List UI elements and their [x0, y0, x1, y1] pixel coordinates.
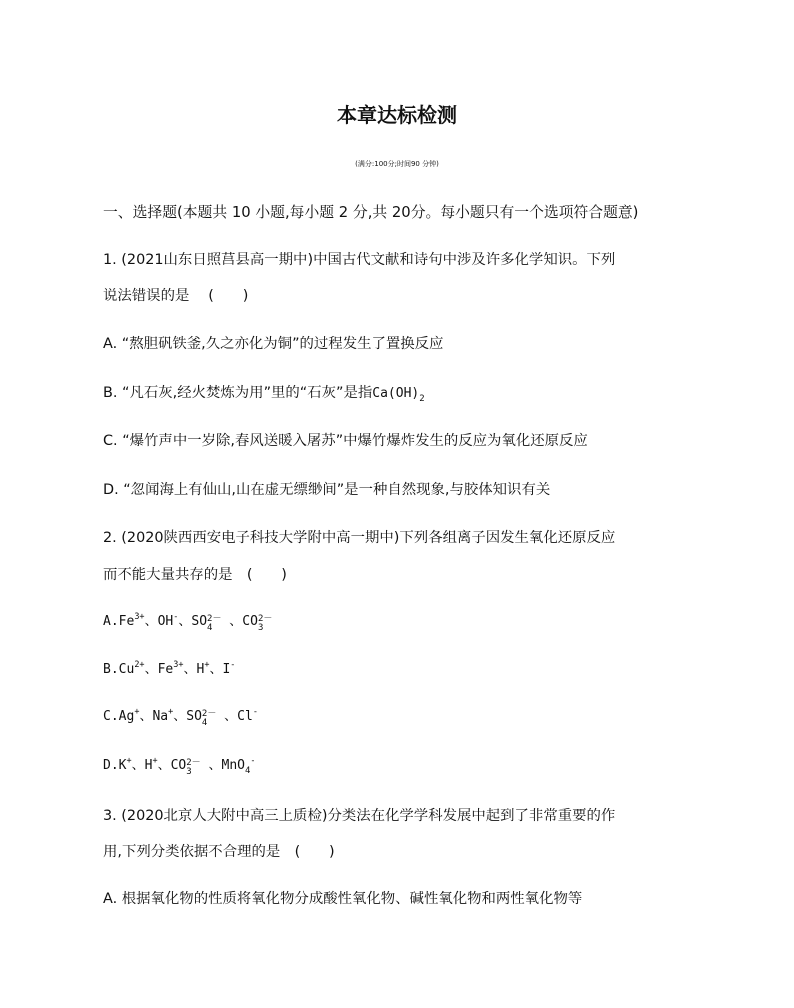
ion-co3: CO: [242, 614, 258, 629]
separator: 、: [157, 758, 171, 773]
question-2-stem-line-2: 而不能大量共存的是 ( ): [103, 567, 287, 583]
ion-charge: +: [204, 660, 210, 670]
question-2-stem-line-1: 2. (2020陕西西安电子科技大学附中高一期中)下列各组离子因发生氧化还原反应: [103, 530, 616, 546]
separator: 、: [209, 662, 223, 677]
ion-cu: Cu: [118, 662, 135, 677]
ion-charge: -: [250, 756, 256, 766]
question-1-option-a: A. “熬胆矾铁釜,久之亦化为铜”的过程发生了置换反应: [103, 336, 444, 352]
ion-i: I: [222, 662, 231, 677]
option-label: A.: [103, 614, 119, 629]
ion-h: H: [196, 662, 205, 677]
question-3-option-a: A. 根据氧化物的性质将氧化物分成酸性氧化物、碱性氧化物和两性氧化物等: [103, 891, 583, 907]
ion-charge: 2－: [207, 614, 222, 624]
ion-ag: Ag: [118, 709, 135, 724]
ion-scripts: [186, 759, 200, 777]
separator: 、: [139, 709, 153, 724]
question-2-option-d: [103, 756, 256, 777]
ion-mno4: MnO: [221, 758, 245, 773]
ion-charge: -: [173, 612, 179, 622]
ion-charge: +: [126, 756, 132, 766]
separator: 、: [200, 758, 222, 773]
option-b-text: B. “凡石灰,经火焚炼为用”里的“石灰”是指: [103, 385, 373, 401]
ion-charge: 2－: [201, 709, 217, 719]
ion-charge: 2+: [134, 660, 145, 670]
ion-fe: Fe: [118, 614, 135, 629]
ion-charge: 2－: [257, 614, 273, 624]
question-2-option-a: [103, 612, 272, 633]
ion-subscript: 3: [257, 623, 264, 633]
ion-co3: CO: [170, 758, 187, 773]
separator: 、: [144, 662, 158, 677]
option-b-subscript: 2: [419, 394, 425, 404]
ion-oh: OH: [157, 614, 174, 629]
ion-charge: 2－: [186, 758, 201, 768]
option-label: D.: [103, 758, 119, 773]
option-label: B.: [103, 662, 119, 677]
separator: 、: [144, 614, 158, 629]
ion-charge: 3+: [173, 660, 184, 670]
section-heading: 一、选择题(本题共 10 小题,每小题 2 分,共 20分。每小题只有一个选项符合题意): [103, 204, 639, 221]
ion-so4: SO: [186, 709, 202, 724]
ion-charge: +: [134, 707, 140, 717]
option-b-formula: Ca(OH): [372, 386, 420, 401]
ion-fe: Fe: [157, 662, 174, 677]
question-1-stem-line-2: 说法错误的是 ( ): [103, 288, 249, 304]
ion-h: H: [144, 758, 153, 773]
ion-charge: 3+: [134, 612, 145, 622]
option-label: C.: [103, 709, 119, 724]
question-2-option-b: [103, 660, 235, 680]
question-3-stem-line-2: 用,下列分类依据不合理的是 ( ): [103, 844, 335, 860]
ion-subscript: 3: [186, 767, 192, 777]
question-1-option-b: [103, 383, 425, 404]
ion-k: K: [118, 758, 127, 773]
score-note: (满分:100分;时间90 分钟): [355, 160, 439, 168]
question-1-option-d: D. “忽闻海上有仙山,山在虚无缥缈间”是一种自然现象,与胶体知识有关: [103, 482, 551, 498]
ion-scripts: [207, 615, 221, 633]
ion-charge: +: [152, 756, 158, 766]
ion-so4: SO: [191, 614, 208, 629]
ion-subscript: 4: [207, 623, 213, 633]
ion-scripts: [258, 615, 272, 633]
question-1-stem-line-1: 1. (2021山东日照莒县高一期中)中国古代文献和诗句中涉及许多化学知识。下列: [103, 252, 616, 268]
ion-charge: -: [252, 707, 258, 717]
separator: 、: [216, 709, 238, 724]
ion-charge: +: [168, 707, 174, 717]
separator: 、: [131, 758, 145, 773]
question-2-option-c: [103, 707, 258, 728]
separator: 、: [183, 662, 197, 677]
ion-charge: -: [230, 660, 236, 670]
separator: 、: [178, 614, 192, 629]
ion-subscript: 4: [244, 766, 251, 776]
ion-scripts: [202, 710, 216, 728]
ion-subscript: 4: [201, 718, 208, 728]
ion-na: Na: [152, 709, 169, 724]
ion-cl: Cl: [237, 709, 253, 724]
question-3-stem-line-1: 3. (2020北京人大附中高三上质检)分类法在化学学科发展中起到了非常重要的作: [103, 808, 616, 824]
question-1-option-c: C. “爆竹声中一岁除,春风送暖入屠苏”中爆竹爆炸发生的反应为氧化还原反应: [103, 433, 588, 449]
page-title: 本章达标检测: [337, 103, 457, 127]
separator: 、: [173, 709, 187, 724]
separator: 、: [221, 614, 243, 629]
